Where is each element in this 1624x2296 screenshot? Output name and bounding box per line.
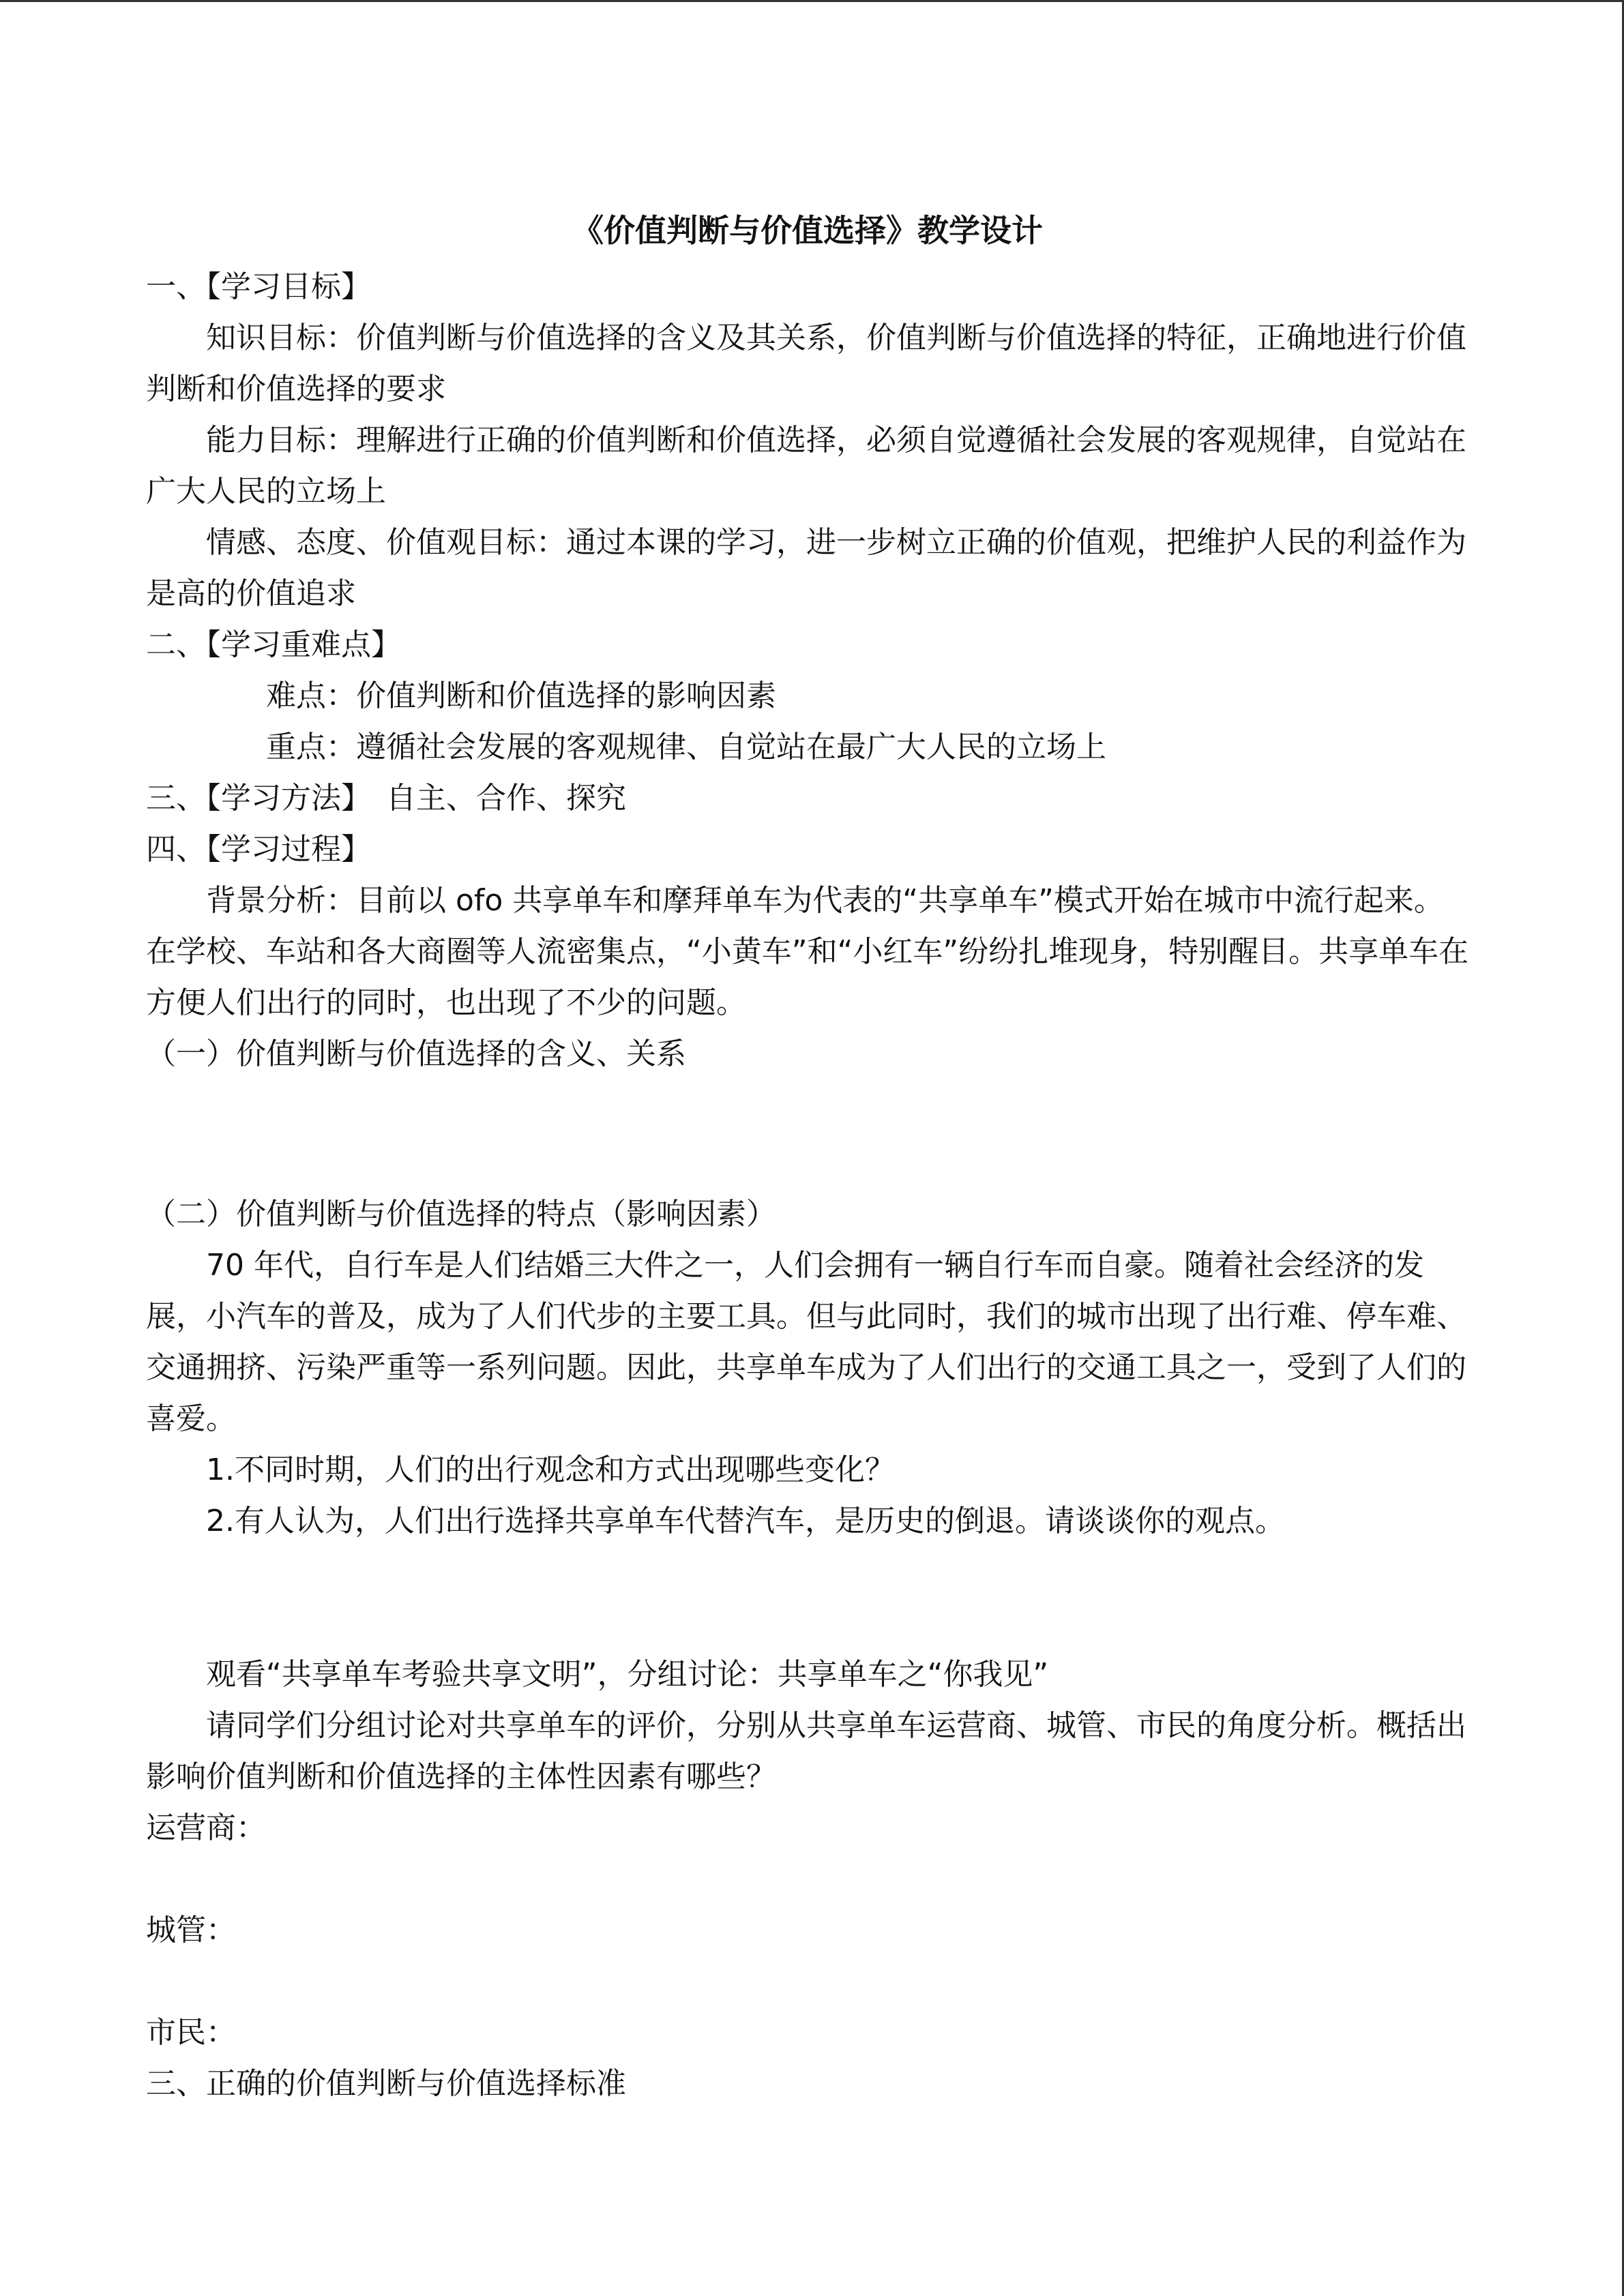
ability-goal: 能力目标：理解进行正确的价值判断和价值选择，必须自觉遵循社会发展的客观规律，自觉站在广大人民的立场上 — [146, 423, 1466, 509]
key-point: 重点：遵循社会发展的客观规律、自觉站在最广大人民的立场上 — [266, 730, 1106, 764]
question-one: 1.不同时期，人们的出行观念和方式出现哪些变化？ — [206, 1452, 895, 1487]
background-analysis: 背景分析：目前以 ofo 共享单车和摩拜单车为代表的“共享单车”模式开始在城市中流行起来。在学校、车站和各大商圈等人流密集点，“小黄车”和“小红车”纷纷扎堆现身，特别醒目。共享单车在方便人们出行的同时，也出现了不少的问题。 — [146, 883, 1469, 1020]
section-heading-methods: 三、【学习方法】 自主、合作、探究 — [146, 781, 626, 816]
watch-discussion: 观看“共享单车考验共享文明”，分组讨论：共享单车之“你我见” — [206, 1657, 1049, 1692]
answer-space — [146, 1079, 1469, 1189]
part-two-heading: （二）价值判断与价值选择的特点（影响因素） — [146, 1197, 776, 1232]
group-discussion: 请同学们分组讨论对共享单车的评价，分别从共享单车运营商、城管、市民的角度分析。概括出影响价值判断和价值选择的主体性因素有哪些？ — [146, 1708, 1466, 1794]
part-one-heading: （一）价值判断与价值选择的含义、关系 — [146, 1037, 686, 1071]
answer-space — [146, 1853, 1469, 1905]
question-two: 2.有人认为，人们出行选择共享单车代替汽车，是历史的倒退。请谈谈你的观点。 — [206, 1504, 1285, 1538]
answer-space — [146, 1547, 1469, 1649]
citizen-label: 市民： — [146, 2015, 236, 2050]
section-heading-key-points: 二、【学习重难点】 — [146, 627, 401, 662]
emotion-goal: 情感、态度、价值观目标：通过本课的学习，进一步树立正确的价值观，把维护人民的利益作为是高的价值追求 — [146, 525, 1466, 611]
knowledge-goal: 知识目标：价值判断与价值选择的含义及其关系，价值判断与价值选择的特征，正确地进行价值判断和价值选择的要求 — [146, 320, 1466, 406]
difficulty-point: 难点：价值判断和价值选择的影响因素 — [266, 679, 776, 713]
section-heading-standards: 三、正确的价值判断与价值选择标准 — [146, 2066, 626, 2101]
section-heading-goals: 一、【学习目标】 — [146, 269, 371, 304]
operator-label: 运营商： — [146, 1810, 266, 1845]
document-body — [146, 200, 1469, 2109]
document-title: 《价值判断与价值选择》教学设计 — [572, 212, 1043, 249]
answer-space — [146, 1956, 1469, 2007]
part-two-text: 70 年代，自行车是人们结婚三大件之一，人们会拥有一辆自行车而自豪。随着社会经济的发展，小汽车的普及，成为了人们代步的主要工具。但与此同时，我们的城市出现了出行难、停车难、交通拥挤、污染严重等一系列问题。因此，共享单车成为了人们出行的交通工具之一，受到了人们的喜爱。 — [146, 1248, 1466, 1436]
urban-management-label: 城管： — [146, 1913, 236, 1948]
section-heading-process: 四、【学习过程】 — [146, 832, 371, 867]
